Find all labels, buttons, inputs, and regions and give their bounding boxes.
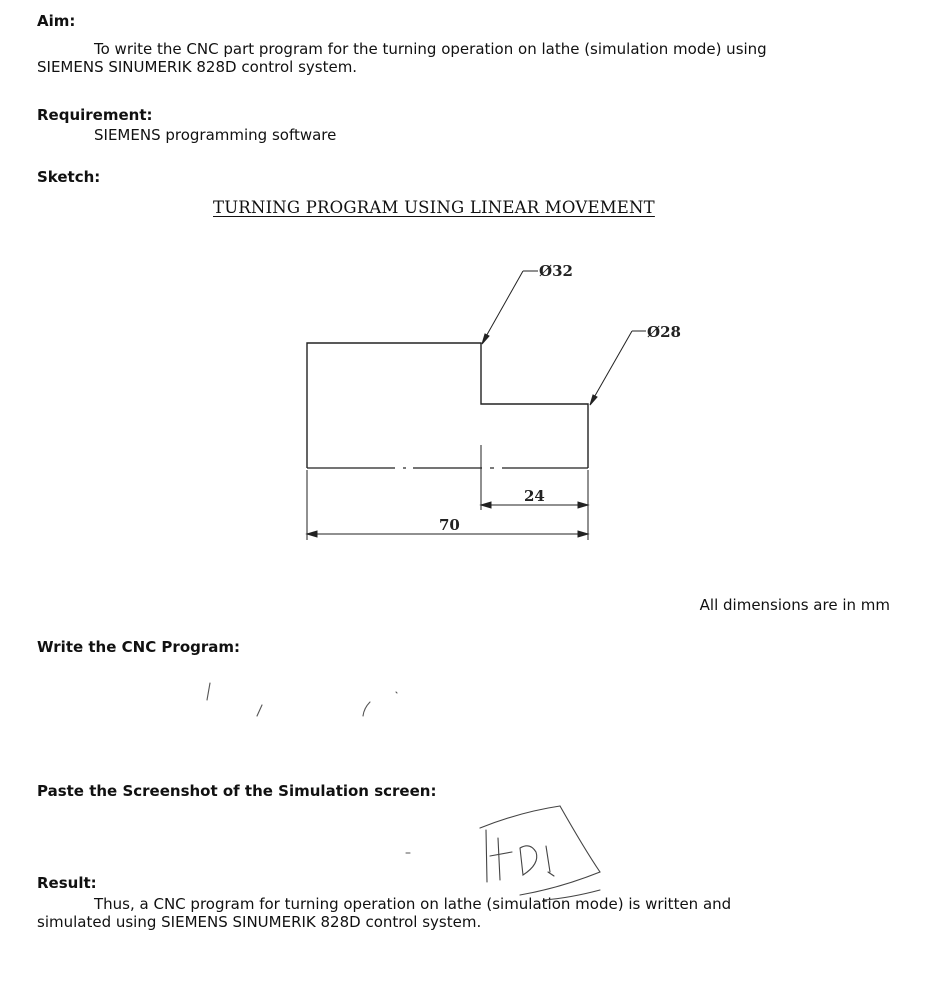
pencil-mark-4 bbox=[396, 692, 397, 693]
pencil-mark-3 bbox=[363, 702, 370, 716]
result-text bbox=[37, 895, 893, 931]
requirement-text: SIEMENS programming software bbox=[94, 126, 337, 144]
part-profile bbox=[307, 343, 588, 468]
aim-heading: Aim: bbox=[37, 12, 76, 30]
pencil-mark-1 bbox=[207, 683, 210, 700]
dim-text-dia-32: Ø32 bbox=[539, 262, 573, 280]
dim-text-24: 24 bbox=[524, 487, 545, 505]
pencil-mark-2 bbox=[257, 705, 262, 716]
aim-text-line-2: SIEMENS SINUMERIK 828D control system. bbox=[37, 58, 358, 76]
leader-dia-32 bbox=[482, 271, 538, 344]
leader-dia-28 bbox=[590, 331, 646, 405]
signature-mark bbox=[480, 806, 600, 900]
result-text-line-2: simulated using SIEMENS SINUMERIK 828D control system. bbox=[37, 913, 482, 931]
aim-text-line-1: To write the CNC part program for the turning operation on lathe (simulation mode) using bbox=[94, 40, 767, 58]
result-text-line-1: Thus, a CNC program for turning operation on lathe (simulation mode) is written and bbox=[94, 895, 732, 913]
program-heading: Write the CNC Program: bbox=[37, 638, 241, 656]
result-heading: Result: bbox=[37, 874, 97, 892]
sketch-title: TURNING PROGRAM USING LINEAR MOVEMENT bbox=[213, 198, 655, 217]
part-outline bbox=[307, 343, 588, 468]
dim-text-dia-28: Ø28 bbox=[647, 323, 681, 341]
screenshot-heading: Paste the Screenshot of the Simulation screen: bbox=[37, 782, 437, 800]
pencil-marks bbox=[207, 683, 410, 853]
units-note: All dimensions are in mm bbox=[699, 596, 890, 614]
sketch-heading: Sketch: bbox=[37, 168, 101, 186]
dim-text-70: 70 bbox=[439, 516, 460, 534]
requirement-heading: Requirement: bbox=[37, 106, 153, 124]
